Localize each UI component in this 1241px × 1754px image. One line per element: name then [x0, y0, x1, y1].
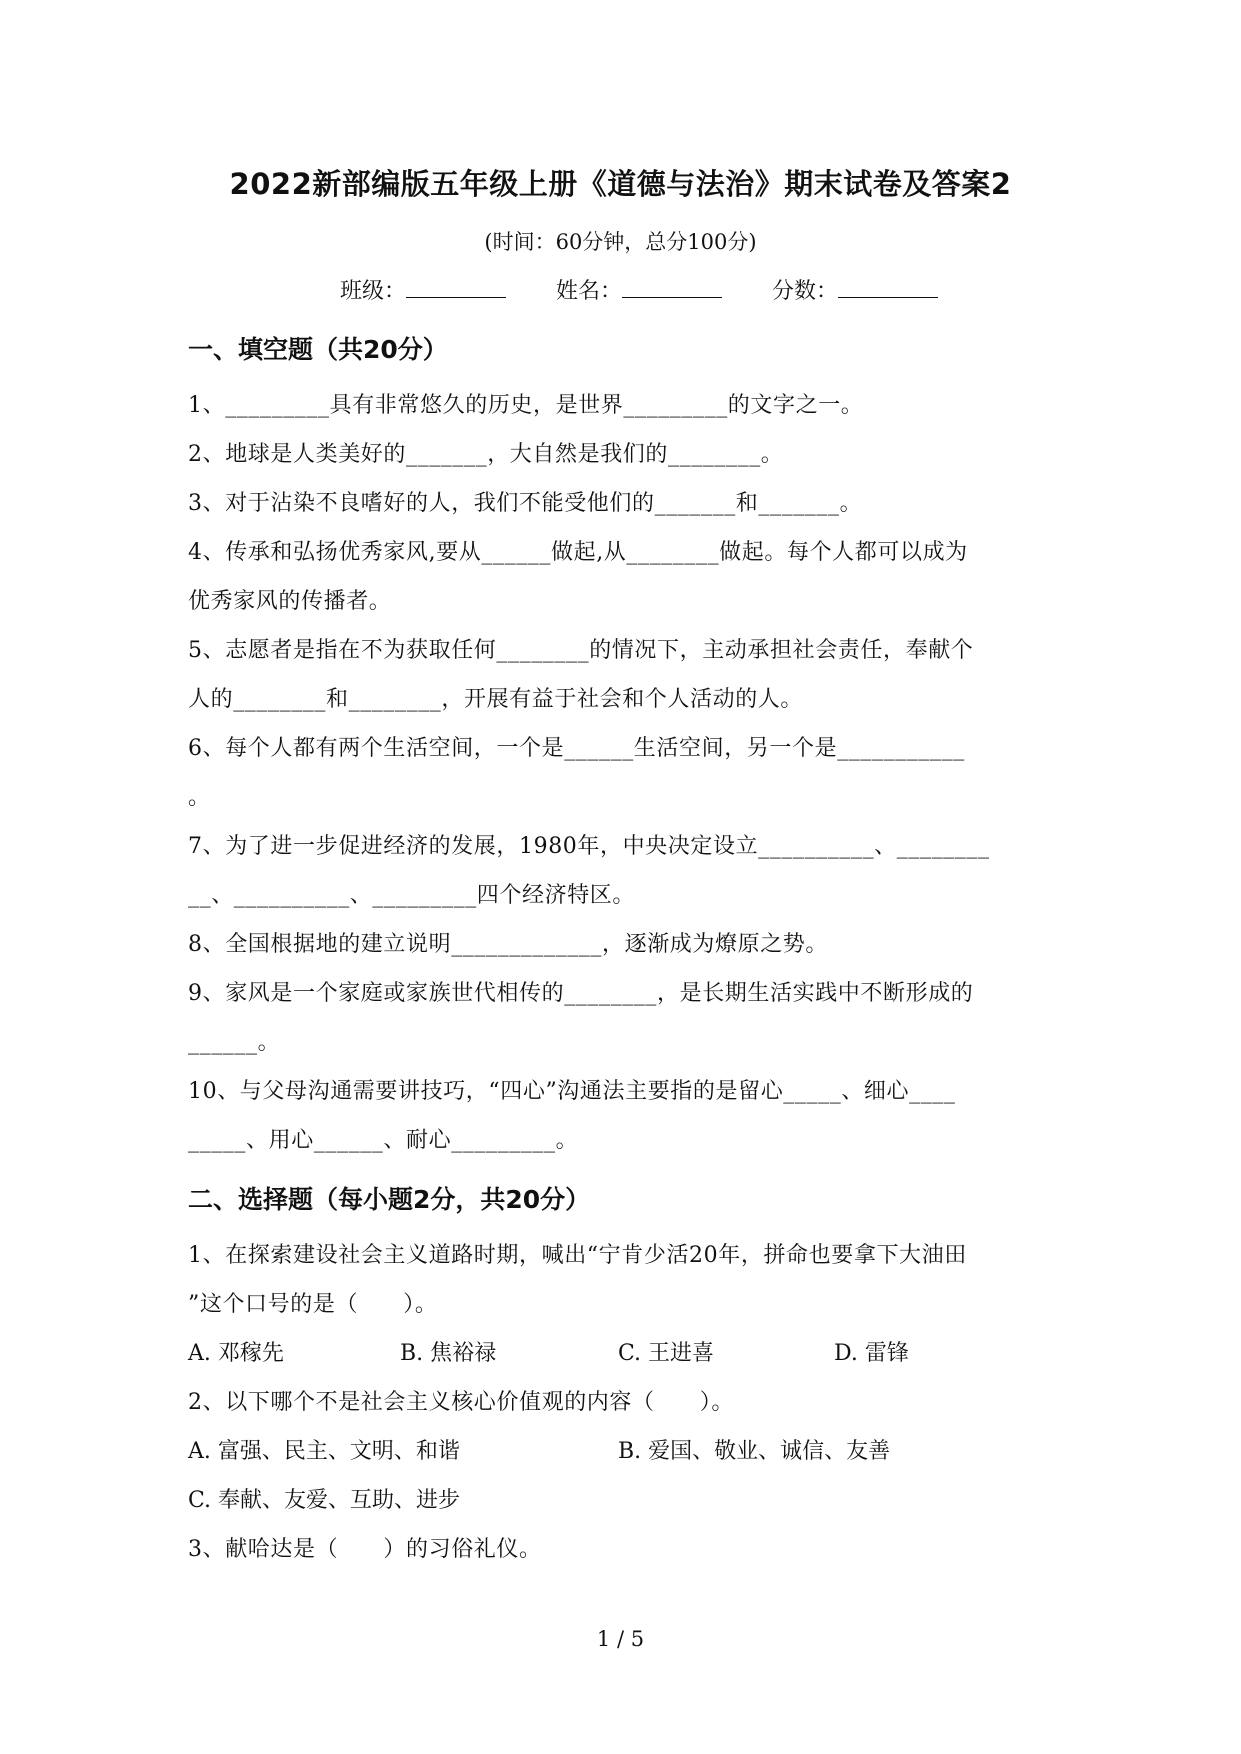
class-label: 班级：: [340, 279, 407, 304]
question-line: 1、在探索建设社会主义道路时期，喊出“宁肯少活20年，拼命也要拿下大油田: [188, 1243, 967, 1268]
page-number: 1 / 5: [596, 1627, 645, 1651]
question-line: 2、以下哪个不是社会主义核心价值观的内容（ ）。: [188, 1390, 734, 1415]
name-blank: [622, 277, 722, 298]
question-line: 1、_________具有非常悠久的历史，是世界_________的文字之一。: [188, 393, 864, 418]
score-label: 分数：: [772, 279, 839, 304]
question-line: 2、地球是人类美好的_______，大自然是我们的________。: [188, 442, 784, 467]
section-heading-multiple-choice: 二、选择题（每小题2分，共20分）: [188, 1185, 591, 1214]
student-info-row: [340, 274, 988, 305]
question-line: 3、献哈达是（ ）的习俗礼仪。: [188, 1537, 542, 1562]
question-line: 7、为了进一步促进经济的发展，1980年，中央决定设立__________、________: [188, 834, 990, 859]
question-line: 人的________和________，开展有益于社会和个人活动的人。: [188, 687, 804, 712]
question-line: 。: [188, 785, 211, 810]
question-line: ”这个口号的是（ ）。: [188, 1292, 438, 1317]
option-d: D. 雷锋: [834, 1341, 909, 1366]
exam-time-info: (时间：60分钟，总分100分): [484, 230, 757, 254]
question-line: _____、用心______、耐心_________。: [188, 1128, 579, 1153]
option-a: A. 富强、民主、文明、和谐: [188, 1439, 460, 1464]
question-line: 优秀家风的传播者。: [188, 589, 392, 614]
question-line: 4、传承和弘扬优秀家风,要从______做起,从________做起。每个人都可以成为: [188, 540, 968, 565]
option-b: B. 爱国、敬业、诚信、友善: [618, 1439, 891, 1464]
class-blank: [406, 277, 506, 298]
question-line: 9、家风是一个家庭或家族世代相传的________，是长期生活实践中不断形成的: [188, 981, 974, 1006]
question-line: 6、每个人都有两个生活空间，一个是______生活空间，另一个是___________: [188, 736, 965, 761]
option-c: C. 王进喜: [618, 1341, 715, 1366]
name-field: [556, 274, 722, 305]
name-label: 姓名：: [556, 279, 623, 304]
question-line: 3、对于沾染不良嗜好的人，我们不能受他们的_______和_______。: [188, 491, 863, 516]
page-title: 2022新部编版五年级上册《道德与法治》期末试卷及答案2: [229, 167, 1012, 201]
question-line: 8、全国根据地的建立说明_____________，逐渐成为燎原之势。: [188, 932, 828, 957]
score-field: [772, 274, 938, 305]
question-line: ______。: [188, 1030, 281, 1055]
question-line: 10、与父母沟通需要讲技巧，“四心”沟通法主要指的是留心_____、细心____: [188, 1079, 956, 1104]
option-a: A. 邓稼先: [188, 1341, 284, 1366]
score-blank: [838, 277, 938, 298]
option-c: C. 奉献、友爱、互助、进步: [188, 1488, 461, 1513]
question-line: 5、志愿者是指在不为获取任何________的情况下，主动承担社会责任，奉献个: [188, 638, 974, 663]
class-field: [340, 274, 506, 305]
option-b: B. 焦裕禄: [400, 1341, 497, 1366]
question-line: __、__________、_________四个经济特区。: [188, 883, 636, 908]
section-heading-fill-blank: 一、填空题（共20分）: [188, 335, 448, 364]
